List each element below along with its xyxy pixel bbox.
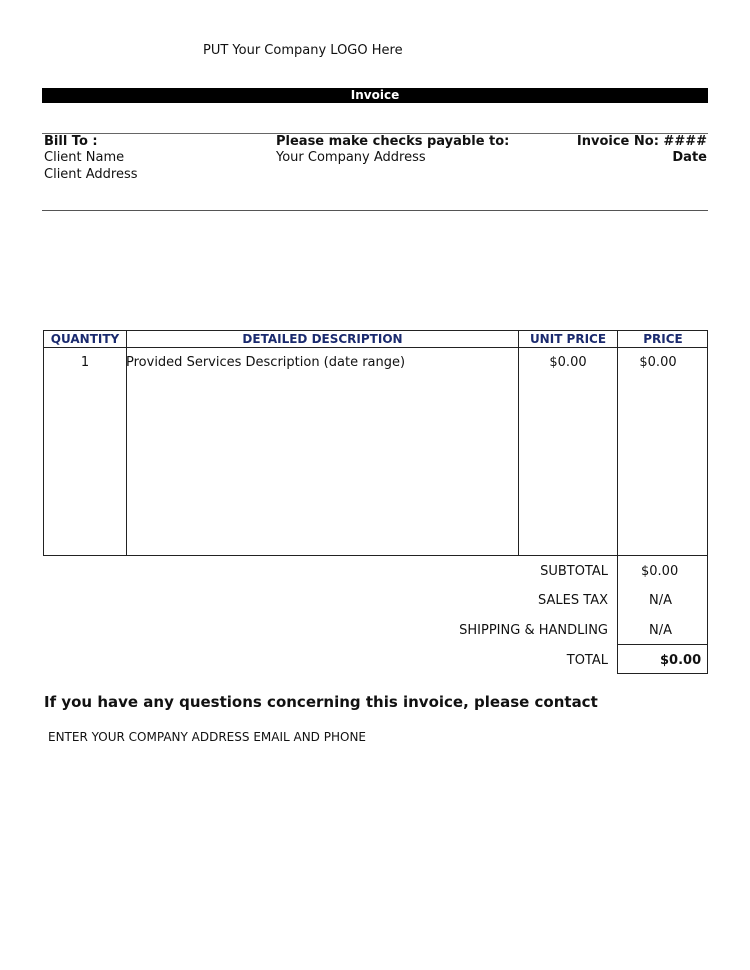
invoice-number: Invoice No: #### bbox=[576, 134, 707, 149]
company-logo-placeholder: PUT Your Company LOGO Here bbox=[203, 43, 403, 58]
column-header-quantity: QUANTITY bbox=[50, 332, 120, 346]
row-description: Provided Services Description (date range) bbox=[126, 355, 406, 370]
client-address: Client Address bbox=[44, 167, 138, 182]
sales-tax-label: SALES TAX bbox=[538, 593, 608, 608]
totals-divider bbox=[618, 644, 707, 645]
table-header-divider bbox=[44, 347, 707, 348]
line-items-table bbox=[43, 330, 708, 556]
row-unit-price: $0.00 bbox=[549, 355, 587, 370]
shipping-value: N/A bbox=[649, 623, 672, 638]
questions-note: If you have any questions concerning this invoice, please contact bbox=[44, 693, 598, 711]
client-name: Client Name bbox=[44, 150, 125, 165]
subtotal-label: SUBTOTAL bbox=[540, 564, 608, 579]
invoice-date: Date bbox=[672, 150, 707, 165]
subtotal-value: $0.00 bbox=[641, 564, 679, 579]
payable-label: Please make checks payable to: bbox=[276, 134, 510, 149]
column-header-unit-price: UNIT PRICE bbox=[529, 332, 607, 346]
column-header-description: DETAILED DESCRIPTION bbox=[242, 332, 403, 346]
shipping-label: SHIPPING & HANDLING bbox=[459, 623, 608, 638]
column-header-price: PRICE bbox=[643, 332, 683, 346]
company-contact: ENTER YOUR COMPANY ADDRESS EMAIL AND PHONE bbox=[48, 730, 366, 744]
company-address: Your Company Address bbox=[276, 150, 426, 165]
row-quantity: 1 bbox=[80, 355, 90, 370]
invoice-title-bar: Invoice bbox=[42, 88, 708, 103]
bill-to-label: Bill To : bbox=[44, 134, 98, 149]
sales-tax-value: N/A bbox=[649, 593, 672, 608]
billing-bottom-divider bbox=[42, 210, 708, 211]
totals-bottom-border bbox=[618, 673, 707, 674]
row-price: $0.00 bbox=[639, 355, 677, 370]
total-label: TOTAL bbox=[566, 653, 608, 668]
total-value: $0.00 bbox=[660, 653, 702, 668]
